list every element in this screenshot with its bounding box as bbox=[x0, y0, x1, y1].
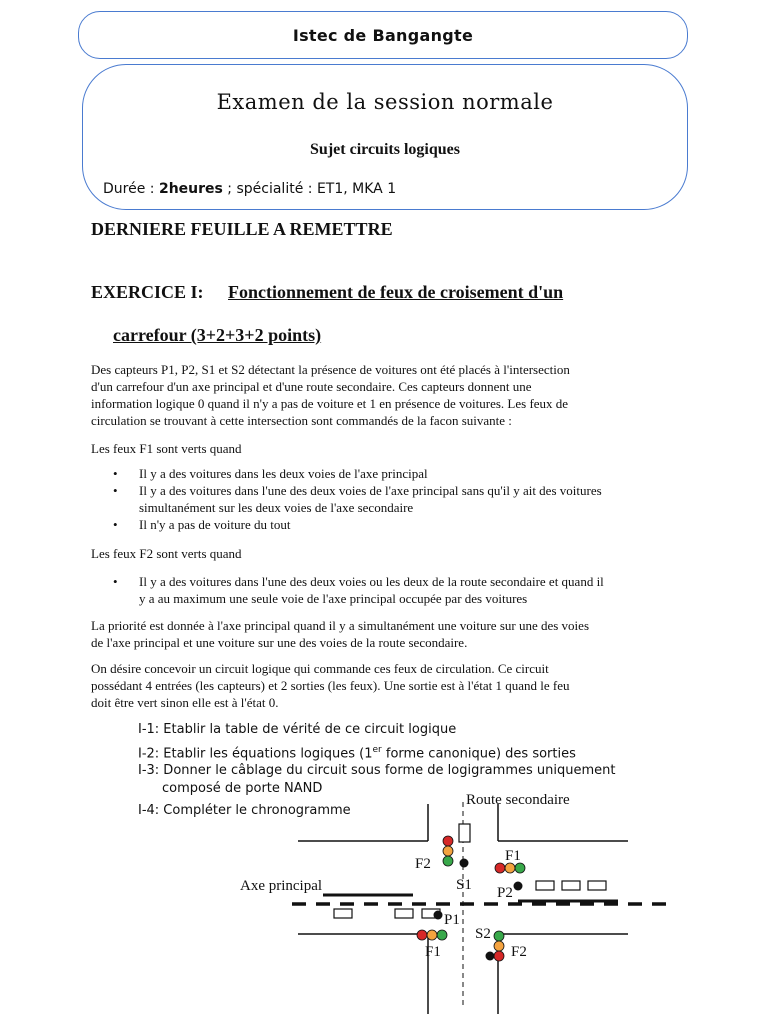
text-line: d'un carrefour d'un axe principal et d'une route secondaire. Ces capteurs donnent une bbox=[91, 379, 532, 394]
car bbox=[395, 909, 413, 918]
exam-duration-line bbox=[103, 181, 396, 197]
car bbox=[562, 881, 580, 890]
traffic-light-f2-top bbox=[443, 836, 453, 866]
f1-intro: Les feux F1 sont verts quand bbox=[91, 441, 242, 456]
list-item: • Il n'y a pas de voiture du tout bbox=[113, 517, 291, 532]
school-name: Istec de Bangangte bbox=[292, 25, 474, 45]
label-route-secondaire: Route secondaire bbox=[466, 792, 570, 808]
light-green bbox=[443, 856, 453, 866]
exercise-title-line1: Fonctionnement de feux de croisement d'un bbox=[228, 282, 564, 302]
exercise-label: EXERCICE I: bbox=[91, 282, 204, 302]
car bbox=[334, 909, 352, 918]
text-line: de l'axe principal et une voiture sur une des voies de la route secondaire. bbox=[91, 635, 468, 650]
school-banner bbox=[78, 11, 688, 59]
text-line: La priorité est donnée à l'axe principal quand il y a simultanément une voiture sur une des voies bbox=[91, 618, 589, 633]
sensor-p1 bbox=[434, 911, 443, 920]
subject-title: Sujet circuits logiques bbox=[310, 141, 460, 158]
light-red bbox=[495, 863, 505, 873]
label-p2: P2 bbox=[497, 885, 513, 901]
last-sheet-notice: DERNIERE FEUILLE A REMETTRE bbox=[91, 219, 393, 239]
design-paragraph bbox=[91, 660, 569, 711]
duration-label: Durée : bbox=[103, 181, 159, 197]
traffic-light-f1-top bbox=[495, 863, 525, 873]
sensor-s1 bbox=[460, 859, 469, 868]
text-line: possédant 4 entrées (les capteurs) et 2 sorties (les feux). Une sortie est à l'état 1 quand le feu bbox=[91, 678, 570, 693]
car bbox=[588, 881, 606, 890]
exam-title: Examen de la session normale bbox=[216, 90, 554, 114]
label-f1-bottom: F1 bbox=[425, 944, 441, 960]
light-green bbox=[494, 931, 504, 941]
text-line: Des capteurs P1, P2, S1 et S2 détectant la présence de voitures ont été placés à l'intersection bbox=[91, 362, 570, 377]
intersection-diagram bbox=[228, 784, 678, 1014]
exercise-title-line2: carrefour (3+2+3+2 points) bbox=[113, 325, 322, 345]
car bbox=[459, 824, 470, 842]
exam-header-box bbox=[82, 64, 688, 210]
light-green bbox=[515, 863, 525, 873]
question-2: I-2: Etablir les équations logiques (1er forme canonique) des sorties bbox=[138, 745, 576, 762]
question-4: I-4: Compléter le chronogramme bbox=[138, 803, 351, 818]
label-p1: P1 bbox=[444, 912, 460, 928]
f2-conditions-list bbox=[113, 573, 733, 607]
text-line: doit être vert sinon elle est à l'état 0. bbox=[91, 695, 279, 710]
question-3-continued: composé de porte NAND bbox=[162, 781, 323, 796]
text-line: circulation se trouvant à cette intersection sont commandés de la facon suivante : bbox=[91, 413, 512, 428]
list-item: • Il y a des voitures dans l'une des deux voies ou les deux de la route secondaire et quand il y a au maximum une seule voie de l'axe principal occupée par des voitures bbox=[113, 574, 604, 606]
light-red bbox=[494, 951, 504, 961]
light-red bbox=[417, 930, 427, 940]
light-amber bbox=[505, 863, 515, 873]
question-1: I-1: Etablir la table de vérité de ce circuit logique bbox=[138, 722, 457, 737]
light-red bbox=[443, 836, 453, 846]
f1-conditions-list bbox=[113, 465, 713, 533]
label-axe-principal: Axe principal bbox=[240, 878, 323, 894]
text-line: information logique 0 quand il n'y a pas de voiture et 1 en présence de voitures. Les feux de bbox=[91, 396, 569, 411]
question-3: I-3: Donner le câblage du circuit sous forme de logigrammes uniquement bbox=[138, 763, 616, 778]
duration-value: 2heures bbox=[158, 181, 223, 197]
speciality-value: : ET1, MKA 1 bbox=[303, 181, 397, 197]
label-f1-top: F1 bbox=[505, 848, 521, 864]
light-amber bbox=[494, 941, 504, 951]
light-amber bbox=[443, 846, 453, 856]
label-s2: S2 bbox=[475, 926, 491, 942]
intro-paragraph bbox=[91, 361, 570, 429]
label-s1: S1 bbox=[456, 877, 472, 893]
sensor-s2 bbox=[486, 952, 495, 961]
traffic-light-f1-bottom bbox=[417, 930, 447, 940]
label-f2-bottom: F2 bbox=[511, 944, 527, 960]
list-item: • Il y a des voitures dans l'une des deux voies de l'axe principal sans qu'il y ait des voitures simultanément sur les deux voies de l'axe secondaire bbox=[113, 483, 602, 515]
text-line: On désire concevoir un circuit logique qui commande ces feux de circulation. Ce circuit bbox=[91, 661, 549, 676]
light-amber bbox=[427, 930, 437, 940]
car bbox=[536, 881, 554, 890]
light-green bbox=[437, 930, 447, 940]
traffic-light-f2-bottom bbox=[494, 931, 504, 961]
speciality-label: ; spécialité bbox=[222, 181, 304, 197]
list-item: • Il y a des voitures dans les deux voies de l'axe principal bbox=[113, 466, 428, 481]
f2-intro: Les feux F2 sont verts quand bbox=[91, 546, 242, 561]
priority-paragraph bbox=[91, 617, 589, 651]
label-f2-top: F2 bbox=[415, 856, 431, 872]
sensor-p2 bbox=[514, 882, 523, 891]
